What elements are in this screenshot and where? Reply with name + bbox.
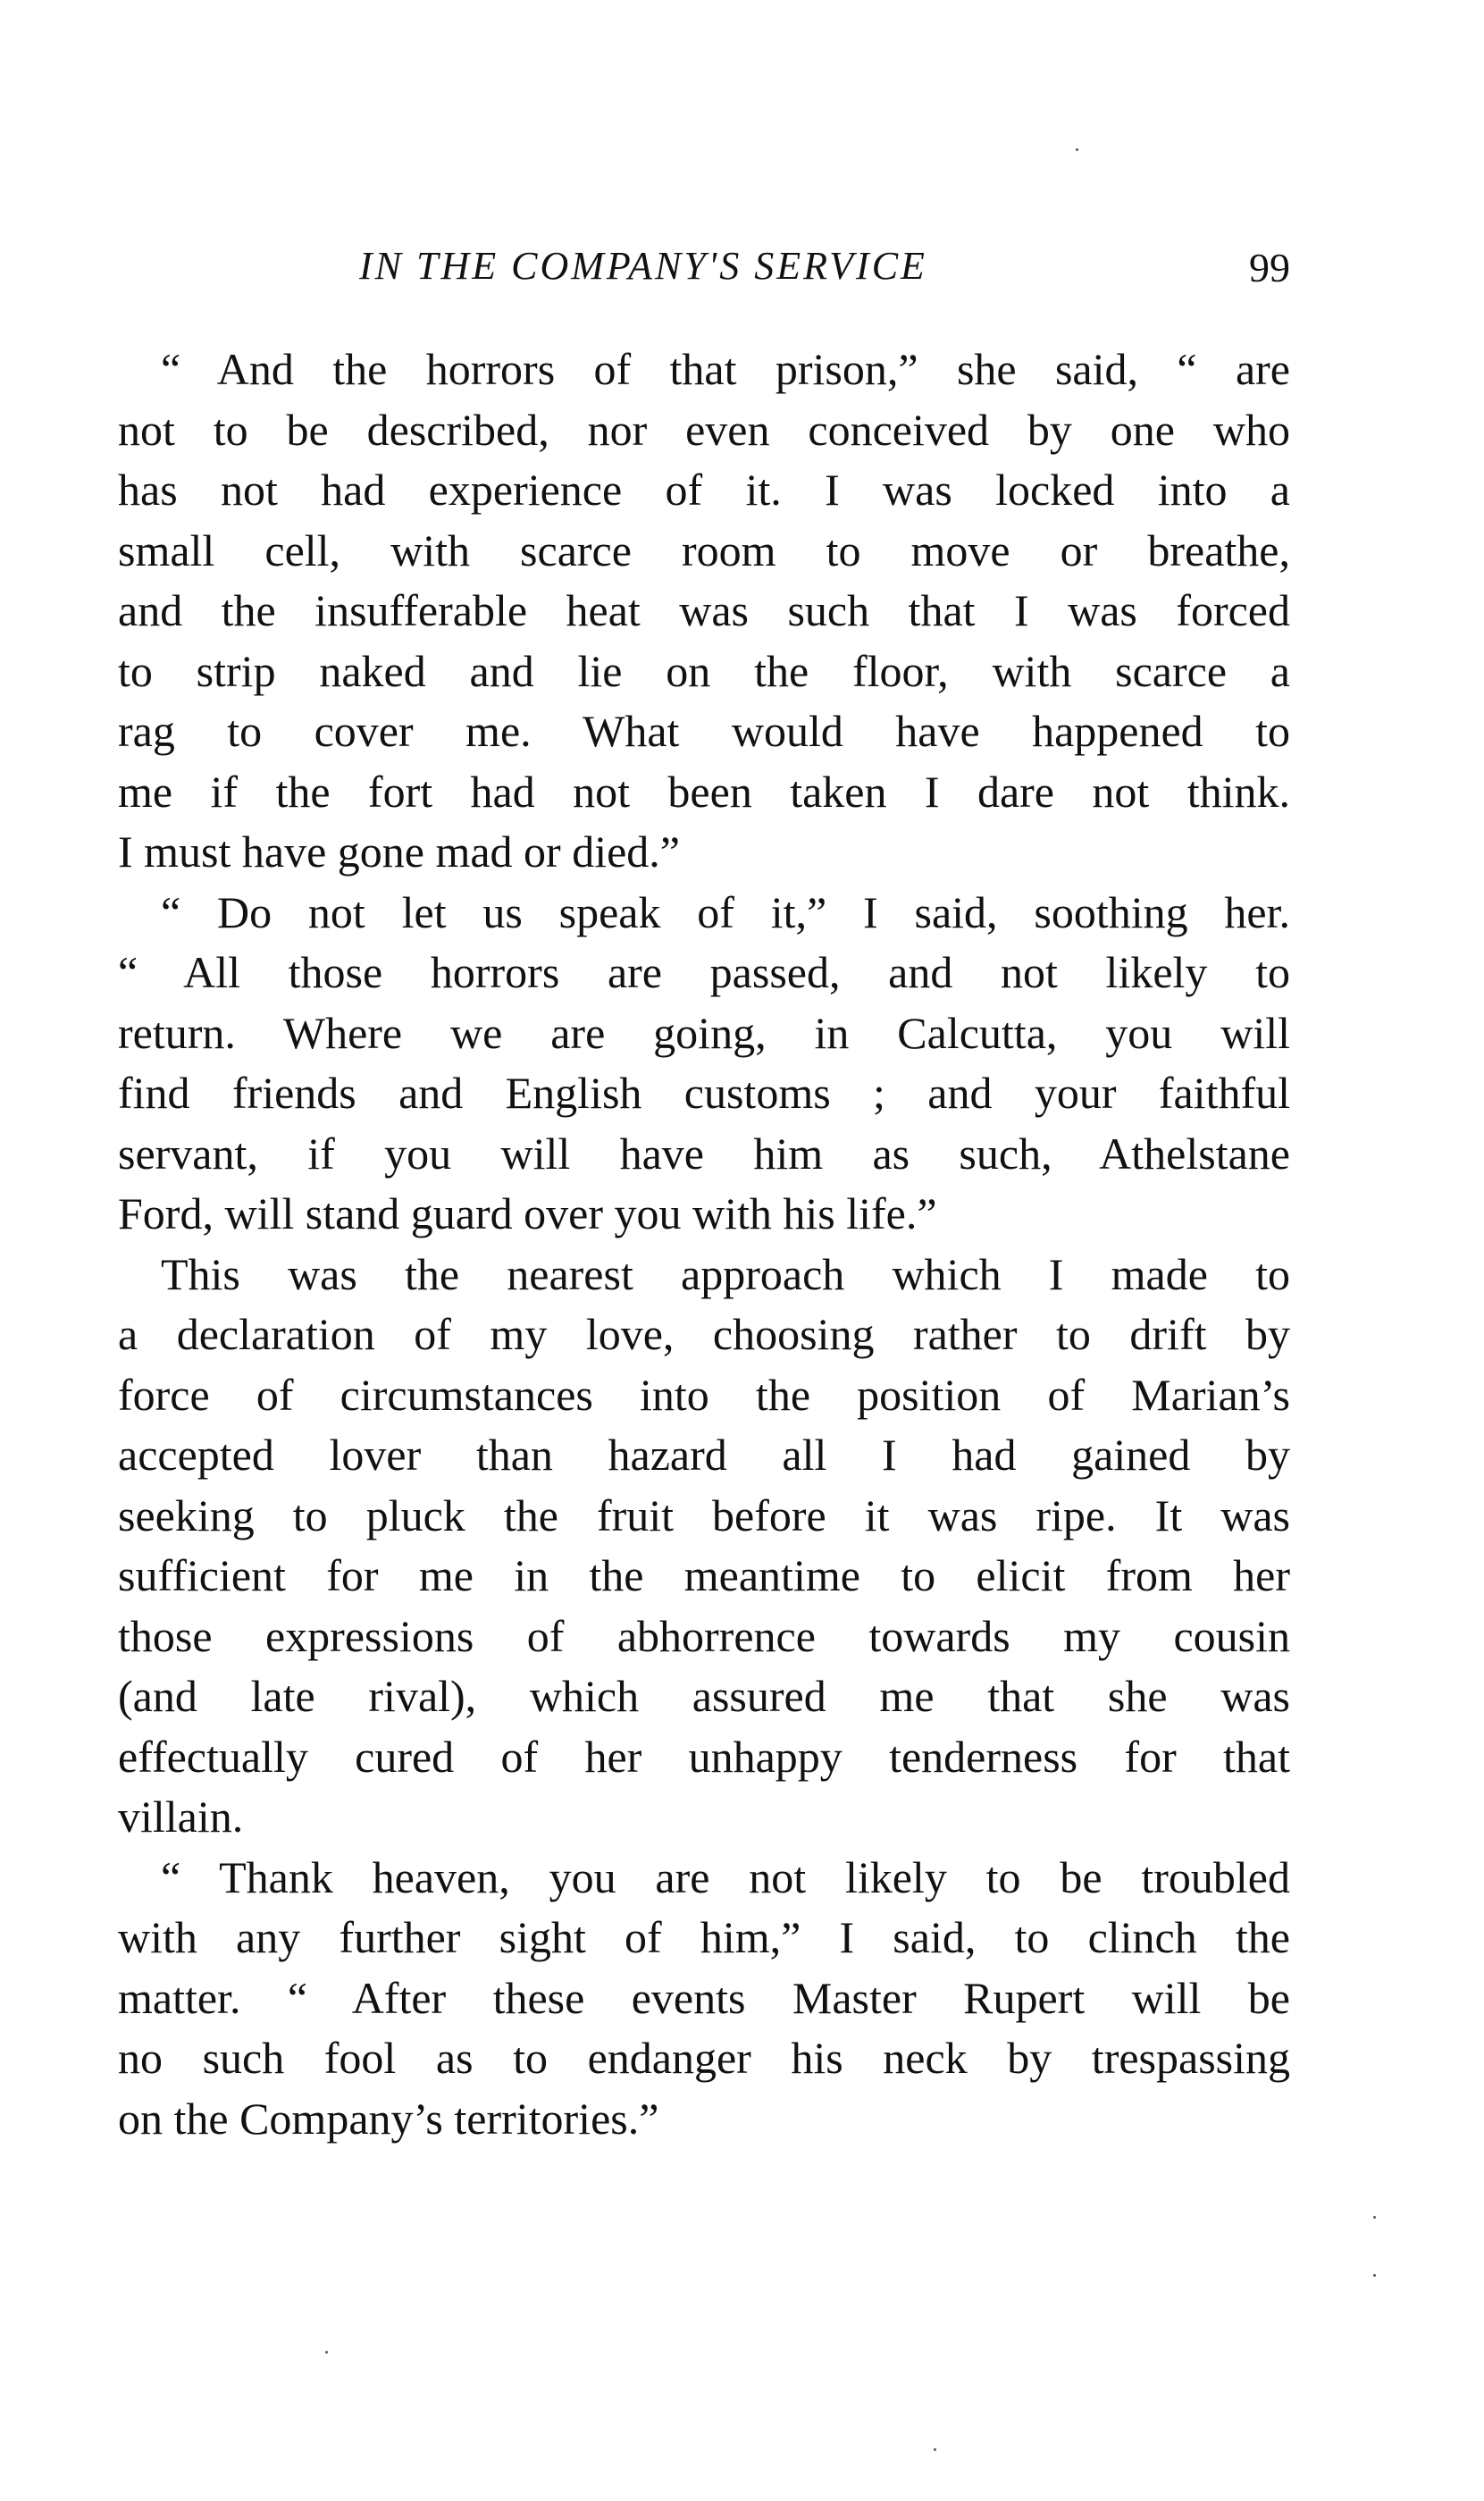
paper-speck (1373, 2216, 1376, 2219)
running-head (118, 239, 1290, 293)
text-line: servant, if you will have him as such, Athelstane (118, 1128, 1290, 1179)
text-line: “ Thank heaven, you are not likely to be troubled (161, 1851, 1290, 1902)
text-line: find friends and English customs ; and your faithful (118, 1068, 1290, 1118)
text-line: me if the fort had not been taken I dare not think. (118, 766, 1290, 817)
paper-speck (1373, 2274, 1376, 2277)
paper-speck (1076, 148, 1078, 151)
text-line: not to be described, nor even conceived by one who (118, 404, 1290, 455)
text-line: This was the nearest approach which I made to (161, 1248, 1290, 1299)
text-line: “ Do not let us speak of it,” I said, soothing her. (161, 886, 1290, 937)
text-line: villain. (118, 1792, 244, 1842)
text-line: has not had experience of it. I was locked into a (118, 465, 1290, 515)
text-line: (and late rival), which assured me that she was (118, 1671, 1290, 1721)
text-line: effectually cured of her unhappy tenderness for that (118, 1731, 1290, 1782)
text-line: accepted lover than hazard all I had gained by (118, 1430, 1290, 1480)
text-line: rag to cover me. What would have happened to (118, 706, 1290, 756)
text-line: I must have gone mad or died.” (118, 827, 680, 877)
text-line: Ford, will stand guard over you with his life.” (118, 1188, 937, 1238)
text-line: seeking to pluck the fruit before it was ripe. It was (118, 1490, 1290, 1540)
text-line: no such fool as to endanger his neck by trespassing (118, 2033, 1290, 2083)
body-text (118, 340, 1290, 2149)
text-line: those expressions of abhorrence towards my cousin (118, 1610, 1290, 1661)
paper-speck (934, 2448, 936, 2451)
text-line: sufficient for me in the meantime to elicit from her (118, 1550, 1290, 1600)
text-line: return. Where we are going, in Calcutta, you will (118, 1007, 1290, 1058)
paper-speck (325, 2351, 328, 2354)
text-line: a declaration of my love, choosing rather to drift by (118, 1309, 1290, 1359)
text-line: with any further sight of him,” I said, to clinch the (118, 1912, 1290, 1962)
text-line: small cell, with scarce room to move or breathe, (118, 525, 1290, 575)
text-line: to strip naked and lie on the floor, with scarce a (118, 645, 1290, 696)
page-number: 99 (1249, 245, 1290, 290)
text-line: and the insufferable heat was such that I was forced (118, 585, 1290, 635)
text-line: on the Company’s territories.” (118, 2093, 659, 2144)
text-line: matter. “ After these events Master Rupert will be (118, 1972, 1290, 2023)
text-line: “ And the horrors of that prison,” she said, “ are (161, 344, 1290, 394)
text-line: “ All those horrors are passed, and not likely to (118, 947, 1290, 997)
text-line: force of circumstances into the position of Marian’s (118, 1369, 1290, 1420)
running-title: IN THE COMPANY'S SERVICE (359, 244, 927, 288)
